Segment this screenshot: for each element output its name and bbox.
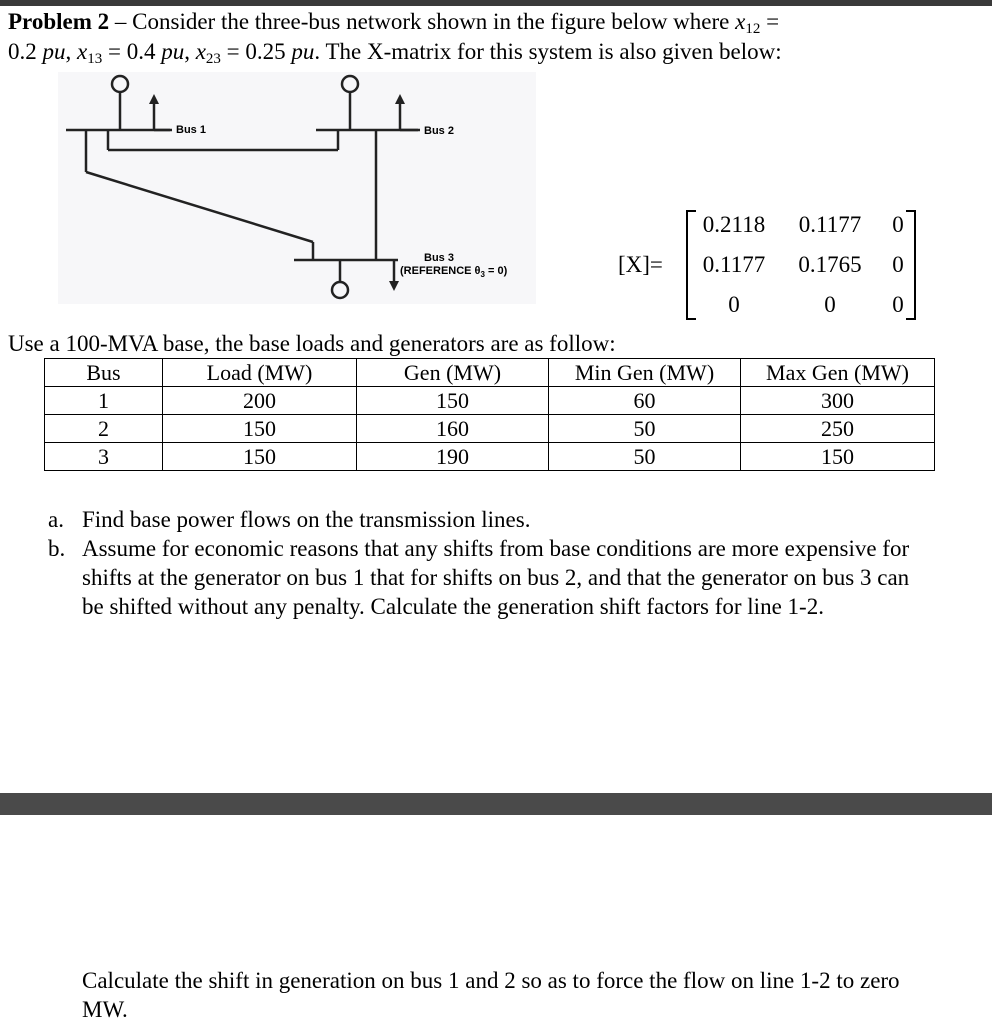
three-bus-network-diagram bbox=[58, 72, 536, 304]
x12-value: 0.2 bbox=[8, 39, 43, 64]
table-cell: 1 bbox=[45, 387, 163, 415]
section-divider-bar bbox=[0, 793, 992, 815]
question-a-text: Find base power flows on the transmission lines. bbox=[82, 507, 531, 532]
x12-symbol: x bbox=[735, 9, 746, 34]
table-row bbox=[45, 443, 935, 471]
reference-label: (REFERENCE $\theta_3 = 0$) bbox=[400, 265, 508, 280]
matrix-cell: 0 bbox=[728, 292, 740, 317]
table-header: Bus bbox=[45, 359, 163, 387]
generator-1-symbol bbox=[112, 76, 128, 92]
line2-end: . The X-matrix for this system is also given below: bbox=[314, 39, 782, 64]
base-conditions-text: Use a 100-MVA base, the base loads and generators are as follow: bbox=[8, 331, 616, 356]
table-header: Max Gen (MW) bbox=[741, 359, 935, 387]
x23-value: = 0.25 bbox=[220, 39, 292, 64]
top-divider-bar bbox=[0, 0, 992, 6]
comma-2: , bbox=[184, 39, 196, 64]
matrix-cell: 0 bbox=[892, 292, 904, 317]
pu-unit-2: pu bbox=[161, 39, 185, 64]
table-row bbox=[45, 415, 935, 443]
table-cell: 300 bbox=[741, 387, 935, 415]
pu-unit-1: pu bbox=[42, 39, 66, 64]
x13-value: = 0.4 bbox=[102, 39, 162, 64]
table-cell: 2 bbox=[45, 415, 163, 443]
x23-subscript: 23 bbox=[205, 51, 221, 67]
table-cell: 50 bbox=[549, 415, 741, 443]
table-cell: 250 bbox=[741, 415, 935, 443]
table-header-row bbox=[45, 359, 935, 387]
comma-1: , bbox=[65, 39, 77, 64]
matrix-cell: 0.1765 bbox=[798, 252, 862, 277]
table-cell: 150 bbox=[163, 443, 357, 471]
x23-symbol: x bbox=[195, 39, 206, 64]
table-cell: 3 bbox=[45, 443, 163, 471]
table-cell: 60 bbox=[549, 387, 741, 415]
matrix-cell: 0 bbox=[824, 292, 836, 317]
x12-subscript: 12 bbox=[745, 21, 761, 37]
table-cell: 190 bbox=[357, 443, 549, 471]
bus-3-label: Bus 3 bbox=[424, 252, 454, 264]
generator-3-symbol bbox=[332, 282, 348, 298]
bus-2-label: Bus 2 bbox=[424, 125, 454, 137]
x13-subscript: 13 bbox=[87, 51, 103, 67]
matrix-cell: 0.1177 bbox=[702, 252, 766, 277]
question-b-text: Assume for economic reasons that any shifts from base conditions are more expensive for shifts at the generator on bus 1 that for shifts on bus 2, and that the generator on bus 3 can be shifted without any penalty. Calculate the generation shift factors for line 1-2. bbox=[82, 536, 910, 619]
bus-3-load-arrow bbox=[389, 281, 399, 291]
matrix-cell: 0 bbox=[892, 212, 904, 237]
table-header: Gen (MW) bbox=[357, 359, 549, 387]
table-header: Load (MW) bbox=[163, 359, 357, 387]
table-cell: 160 bbox=[357, 415, 549, 443]
bus-1-load-arrow bbox=[149, 94, 159, 104]
table-cell: 150 bbox=[163, 415, 357, 443]
problem-intro: – Consider the three-bus network shown in the figure below where bbox=[109, 9, 736, 34]
table-cell: 200 bbox=[163, 387, 357, 415]
table-row bbox=[45, 387, 935, 415]
pu-unit-3: pu bbox=[291, 39, 315, 64]
bus-1-label: Bus 1 bbox=[176, 124, 206, 136]
matrix-cell: 0 bbox=[892, 252, 904, 277]
question-b-label: b. bbox=[48, 536, 66, 561]
table-cell: 50 bbox=[549, 443, 741, 471]
bus-data-table bbox=[44, 358, 935, 471]
question-a-label: a. bbox=[48, 507, 64, 532]
generator-2-symbol bbox=[342, 76, 358, 92]
table-header: Min Gen (MW) bbox=[549, 359, 741, 387]
followup-question-text: Calculate the shift in generation on bus 1 and 2 so as to force the flow on line 1-2 to zero MW. bbox=[82, 968, 900, 1022]
matrix-cell: 0.2118 bbox=[702, 212, 766, 237]
problem-statement-line-2 bbox=[8, 38, 782, 73]
problem-label: Problem 2 bbox=[8, 9, 110, 34]
table-cell: 150 bbox=[357, 387, 549, 415]
line1-end: = bbox=[760, 9, 780, 34]
x-matrix-label: [X]= bbox=[618, 252, 663, 277]
x13-symbol: x bbox=[77, 39, 88, 64]
table-cell: 150 bbox=[741, 443, 935, 471]
bus-2-load-arrow bbox=[395, 94, 405, 104]
matrix-cell: 0.1177 bbox=[798, 212, 862, 237]
